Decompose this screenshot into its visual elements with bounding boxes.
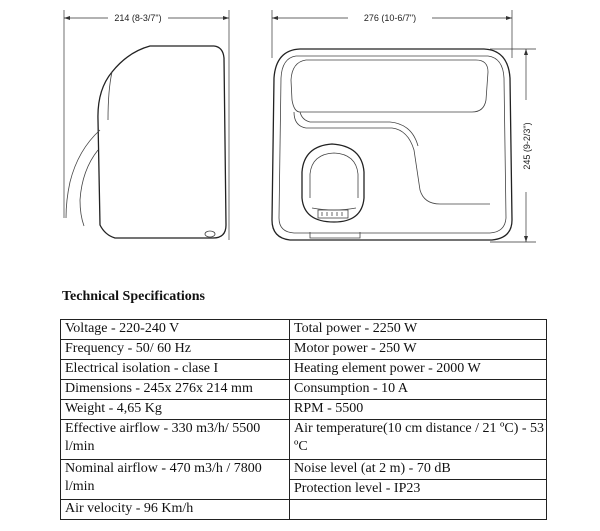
spec-cell: Motor power - 250 W (290, 340, 547, 360)
spec-cell: Consumption - 10 A (290, 380, 547, 400)
spec-cell: Voltage - 220-240 V (61, 320, 290, 340)
side-width-dimension: 214 (8-3/7") (114, 13, 162, 23)
table-row (61, 340, 547, 360)
table-row (61, 400, 547, 420)
spec-table (60, 319, 547, 520)
side-view-drawing (64, 10, 229, 240)
spec-cell: Protection level - IP23 (290, 480, 547, 500)
table-row (61, 380, 547, 400)
front-height-dimension: 245 (9-2/3") (522, 122, 532, 170)
table-row (61, 420, 547, 460)
spec-cell (290, 500, 547, 520)
table-row (61, 320, 547, 340)
spec-cell: Effective airflow - 330 m3/h/ 5500 l/min (61, 420, 290, 460)
front-width-dimension: 276 (10-6/7") (363, 13, 417, 23)
spec-cell: Weight - 4,65 Kg (61, 400, 290, 420)
section-title: Technical Specifications (62, 289, 205, 304)
spec-cell: Total power - 2250 W (290, 320, 547, 340)
spec-cell: Air velocity - 96 Km/h (61, 500, 290, 520)
spec-cell: RPM - 5500 (290, 400, 547, 420)
spec-cell: Heating element power - 2000 W (290, 360, 547, 380)
spec-cell: Dimensions - 245x 276x 214 mm (61, 380, 290, 400)
front-view-drawing (272, 10, 536, 242)
spec-cell: Frequency - 50/ 60 Hz (61, 340, 290, 360)
table-row (61, 360, 547, 380)
table-row (61, 500, 547, 520)
spec-cell: Noise level (at 2 m) - 70 dB (290, 460, 547, 480)
table-row (61, 460, 547, 480)
spec-cell: Air temperature(10 cm distance / 21 ºC) - 53 ºC (290, 420, 547, 460)
spec-cell: Electrical isolation - clase I (61, 360, 290, 380)
spec-cell: Nominal airflow - 470 m3/h / 7800 l/min (61, 460, 290, 500)
